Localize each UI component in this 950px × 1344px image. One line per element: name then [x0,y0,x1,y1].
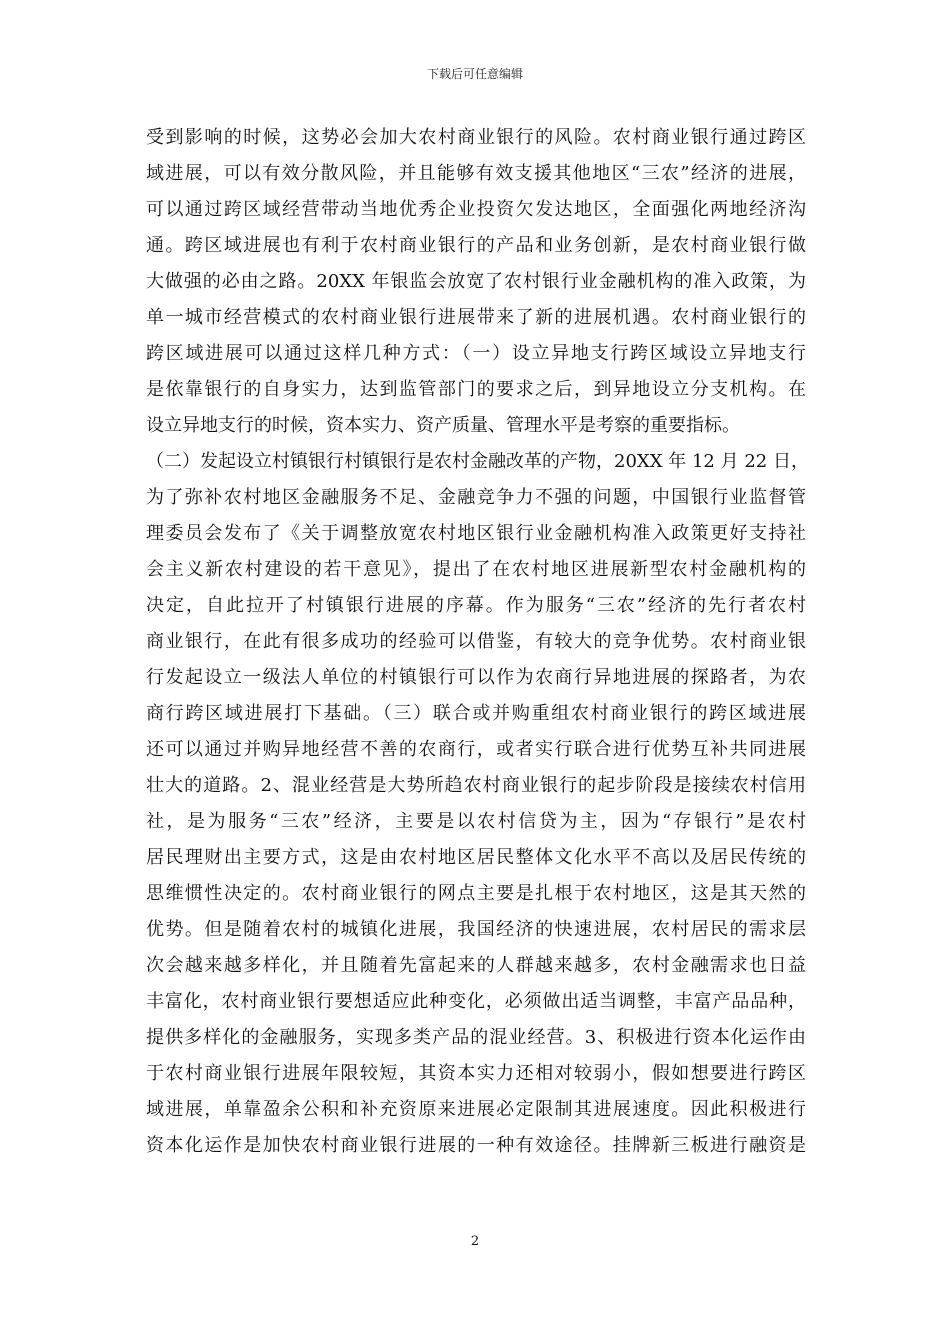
text-line: 次会越来越多样化，并且随着先富起来的人群越来越多，农村金融需求也日益 [146,955,806,976]
text-line: 优势。但是随着农村的城镇化进展，我国经济的快速进展，农村居民的需求层 [146,919,806,940]
text-line: 提供多样化的金融服务，实现多类产品的混业经营。3、积极进行资本化运作由 [146,1027,806,1048]
text-line: 为了弥补农村地区金融服务不足、金融竞争力不强的问题，中国银行业监督管 [146,487,806,508]
text-line: 商业银行，在此有很多成功的经验可以借鉴，有较大的竞争优势。农村商业银 [146,631,806,652]
text-line: （二）发起设立村镇银行村镇银行是农村金融改革的产物，20XX 年 12 月 22 日， [146,451,809,472]
text-line: 域进展，单靠盈余公积和补充资原来进展必定限制其进展速度。因此积极进行 [146,1099,806,1120]
text-line: 会主义新农村建设的若干意见》，提出了在农村地区进展新型农村金融机构的 [146,559,806,580]
text-line: 单一城市经营模式的农村商业银行进展带来了新的进展机遇。农村商业银行的 [146,307,806,328]
text-line: 还可以通过并购异地经营不善的农商行，或者实行联合进行优势互补共同进展 [146,739,806,760]
text-line: 可以通过跨区域经营带动当地优秀企业投资欠发达地区，全面强化两地经济沟 [146,199,806,220]
text-line: 跨区域进展可以通过这样几种方式：（一）设立异地支行跨区域设立异地支行 [146,343,806,364]
text-line: 思维惯性决定的。农村商业银行的网点主要是扎根于农村地区，这是其天然的 [146,883,806,904]
page-header: 下载后可任意编辑 [426,67,523,81]
text-line: 资本化运作是加快农村商业银行进展的一种有效途径。挂牌新三板进行融资是 [146,1135,806,1156]
text-line: 受到影响的时候，这势必会加大农村商业银行的风险。农村商业银行通过跨区 [146,127,806,148]
text-line: 商行跨区域进展打下基础。（三）联合或并购重组农村商业银行的跨区域进展 [146,703,806,724]
text-line: 设立异地支行的时候，资本实力、资产质量、管理水平是考察的重要指标。 [146,415,740,436]
text-line: 于农村商业银行进展年限较短，其资本实力还相对较弱小，假如想要进行跨区 [146,1063,806,1084]
text-line: 通。跨区域进展也有利于农村商业银行的产品和业务创新，是农村商业银行做 [146,235,806,256]
text-line: 大做强的必由之路。20XX 年银监会放宽了农村银行业金融机构的准入政策，为 [146,271,806,292]
text-line: 域进展，可以有效分散风险，并且能够有效支援其他地区“三农”经济的进展， [146,163,806,184]
text-line: 行发起设立一级法人单位的村镇银行可以作为农商行异地进展的探路者，为农 [146,667,806,688]
text-line: 丰富化，农村商业银行要想适应此种变化，必须做出适当调整，丰富产品品种， [146,991,806,1012]
text-line: 社，是为服务“三农”经济，主要是以农村信贷为主，因为“存银行”是农村 [146,811,806,832]
text-line: 壮大的道路。2、混业经营是大势所趋农村商业银行的起步阶段是接续农村信用 [146,775,806,796]
text-line: 居民理财出主要方式，这是由农村地区居民整体文化水平不高以及居民传统的 [146,847,806,868]
text-line: 是依靠银行的自身实力，达到监管部门的要求之后，到异地设立分支机构。在 [146,379,806,400]
page-number: 2 [470,1234,480,1249]
text-line: 理委员会发布了《关于调整放宽农村地区银行业金融机构准入政策更好支持社 [146,523,806,544]
text-line: 决定，自此拉开了村镇银行进展的序幕。作为服务“三农”经济的先行者农村 [146,595,806,616]
